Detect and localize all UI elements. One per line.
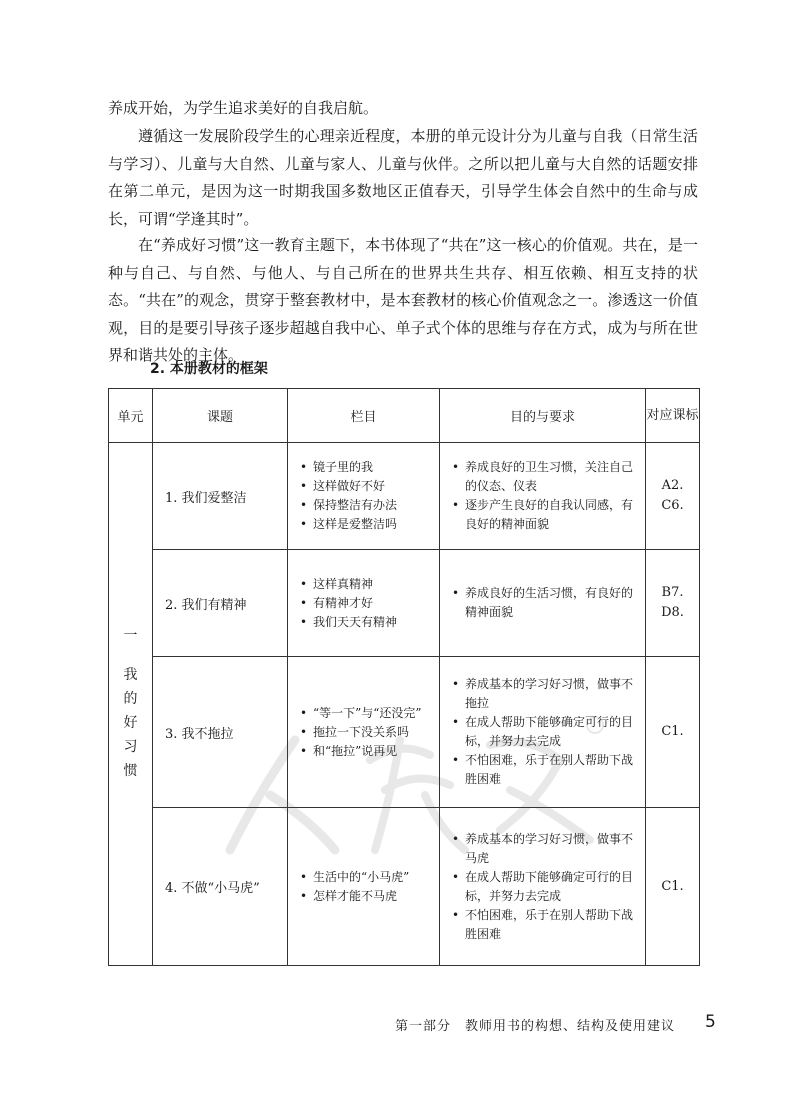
paragraph-1: 养成开始，为学生追求美好的自我启航。 [108, 99, 379, 117]
goals-cell [440, 550, 646, 657]
column-item: • 怎样才能不马虎 [300, 887, 431, 906]
column-item: • 拖拉一下没关系吗 [300, 723, 431, 742]
standards-cell [646, 808, 700, 966]
goal-item: • 养成良好的生活习惯，有良好的精神面貌 [452, 584, 637, 622]
header-columns: 栏目 [288, 389, 440, 443]
column-item: • 和“拖拉”说再见 [300, 742, 431, 761]
goal-item: • 养成基本的学习好习惯，做事不马虎 [452, 830, 637, 868]
goal-item: • 不怕困难，乐于在别人帮助下战胜困难 [452, 751, 637, 789]
goals-cell [440, 657, 646, 808]
goal-item: • 养成基本的学习好习惯，做事不拖拉 [452, 675, 637, 713]
column-item: • 镜子里的我 [300, 458, 431, 477]
page-number: 5 [705, 1012, 716, 1032]
unit-title-char: 我 [123, 667, 138, 683]
unit-title-char: 惯 [123, 763, 138, 779]
unit-cell [109, 443, 153, 966]
table-row [109, 657, 700, 808]
unit-title-char: 的 [123, 691, 138, 707]
table-row [109, 550, 700, 657]
columns-cell [288, 808, 440, 966]
lesson-title: 2. 我们有精神 [153, 550, 288, 657]
header-unit: 单元 [109, 389, 153, 443]
goal-item: • 在成人帮助下能够确定可行的目标，并努力去完成 [452, 868, 637, 906]
standard-code: C1. [661, 724, 684, 739]
standard-code: B7. [661, 585, 684, 600]
table-row [109, 443, 700, 550]
goals-cell [440, 443, 646, 550]
paragraph-2: 遵循这一发展阶段学生的心理亲近程度，本册的单元设计分为儿童与自我（日常生活与学习）、儿童与大自然、儿童与家人、儿童与伙伴。之所以把儿童与大自然的话题安排在第二单元，是因为这一时期我国多数地区正值春天，引导学生体会自然中的生命与成长，可谓“学逢其时”。 [108, 127, 698, 228]
columns-cell [288, 550, 440, 657]
footer-text: 第一部分 教师用书的构想、结构及使用建议 [395, 1019, 676, 1034]
paragraph-3: 在“养成好习惯”这一教育主题下，本书体现了“共在”这一核心的价值观。共在，是一种与自己、与自然、与他人、与自己所在的世界共生共存、相互依赖、相互支持的状态。“共在”的观念，贯穿于整套教材中，是本套教材的核心价值观念之一。渗透这一价值观，目的是要引导孩子逐步超越自我中心、单子式个体的思维与存在方式，成为与所在世界和谐共处的主体。 [108, 236, 698, 364]
standard-code: C1. [661, 878, 684, 894]
header-goals: 目的与要求 [440, 389, 646, 443]
standards-cell [646, 443, 700, 550]
unit-title-char: 好 [123, 715, 138, 731]
goal-item: • 养成良好的卫生习惯，关注自己的仪态、仪表 [452, 458, 637, 496]
column-item: • 保持整洁有办法 [300, 496, 431, 515]
header-lesson: 课题 [153, 389, 288, 443]
column-item: • 这样是爱整洁吗 [300, 515, 431, 534]
column-item: • 这样做好不好 [300, 477, 431, 496]
lesson-title: 1. 我们爱整洁 [153, 443, 288, 550]
unit-title-char: 习 [123, 739, 138, 755]
lesson-title: 3. 我不拖拉 [153, 657, 288, 808]
standard-code: D8. [661, 605, 684, 620]
unit-number: 一 [123, 628, 138, 644]
lesson-title: 4. 不做“小马虎” [153, 808, 288, 966]
table-row [109, 808, 700, 966]
standards-cell [646, 657, 700, 808]
column-item: • 这样真精神 [300, 575, 431, 594]
columns-cell [288, 443, 440, 550]
goal-item: • 不怕困难，乐于在别人帮助下战胜困难 [452, 906, 637, 944]
standards-cell [646, 550, 700, 657]
header-standards: 对应课标 [646, 389, 700, 443]
column-item: • 有精神才好 [300, 594, 431, 613]
column-item: • 我们天天有精神 [300, 613, 431, 632]
standard-code: C6. [661, 498, 684, 513]
column-item: • 生活中的“小马虎” [300, 868, 431, 887]
columns-cell [288, 657, 440, 808]
goal-item: • 逐步产生良好的自我认同感，有良好的精神面貌 [452, 496, 637, 534]
goal-item: • 在成人帮助下能够确定可行的目标，并努力去完成 [452, 713, 637, 751]
goals-cell [440, 808, 646, 966]
section-title: 2. 本册教材的框架 [150, 361, 268, 377]
table-header-row [109, 389, 700, 443]
column-item: • “等一下”与“还没完” [300, 704, 431, 723]
framework-table [108, 388, 700, 966]
standard-code: A2. [661, 478, 684, 493]
